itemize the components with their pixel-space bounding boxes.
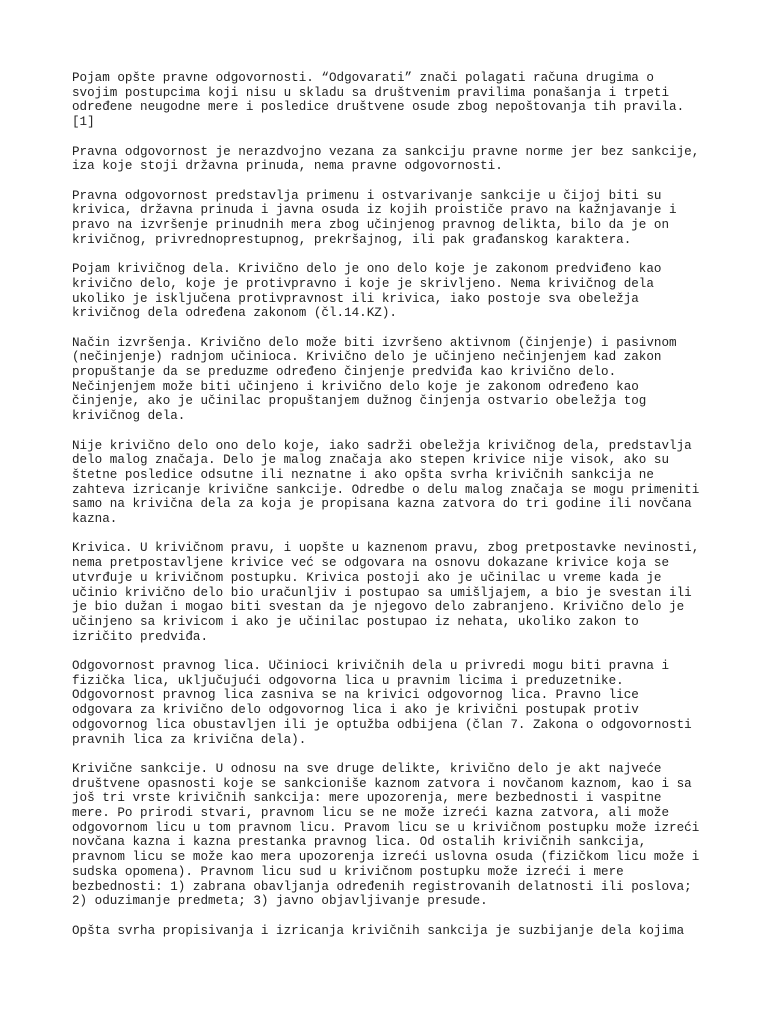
document-body xyxy=(72,71,712,953)
paragraph-criminal-sanctions: Krivične sankcije. U odnosu na sve druge delikte, krivično delo je akt najveće društvene opasnosti koje se sankcioniše kaznom zatvora i novčanom kaznom, kao i sa još tri vrste krivičnih sankcija: mere upozorenja, mere bezbednosti i vaspitne mere. Po prirodi stvari, pravnom licu se ne može izreći kazna zatvora, ali može odgovornom licu u tom pravnom licu. Pravom licu se u krivičnom postupku može izreći novčana kazna i kazna prestanka pravnog lica. Od ostalih krivičnih sankcija, pravnom licu se može kao mera upozorenja izreći uslovna osuda (fizičkom licu može i sudska opomena). Pravnom licu sud u krivičnom postupku može izreći i mere bezbednosti: 1) zabrana obavljanja određenih registrovanih delatnosti ili poslova; 2) oduzimanje predmeta; 3) javno objavljivanje presude. xyxy=(72,761,700,909)
paragraph-legal-liability-application: Pravna odgovornost predstavlja primenu i ostvarivanje sankcije u čijoj biti su krivica, državna prinuda i javna osuda iz kojih proističe pravo na kažnjavanje i pravo na izvršenje prinudnih mera zbog učinjenog pravnog delikta, bilo da je on krivičnog, privrednoprestupnog, prekršajnog, ili pak građanskog karaktera. xyxy=(72,188,677,247)
paragraph-legal-entity-liability: Odgovornost pravnog lica. Učinioci krivičnih dela u privredi mogu biti pravna i fizička lica, uključujući odgovorna lica u pravnim licima i preduzetnike. Odgovornost pravnog lica zasniva se na krivici odgovornog lica. Pravno lice odgovara za krivično delo odgovornog lica i ako je krivični postupak protiv odgovornog lica obustavljen ili je optužba odbijena (član 7. Zakona o odgovornosti pravnih lica za krivična dela). xyxy=(72,659,692,747)
paragraph-purpose-of-sanctions: Opšta svrha propisivanja i izricanja krivičnih sankcija je suzbijanje dela kojima xyxy=(72,923,685,938)
paragraph-legal-liability-sanction: Pravna odgovornost je nerazdvojno vezana za sankciju pravne norme jer bez sankcije, iza koje stoji državna prinuda, nema pravne odgovornosti. xyxy=(72,144,700,174)
paragraph-minor-significance: Nije krivično delo ono delo koje, iako sadrži obeležja krivičnog dela, predstavlja delo malog značaja. Delo je malog značaja ako stepen krivice nije visok, ako su štetne posledice odsutne ili neznatne i ako opšta svrha krivičnih sankcija ne zahteva izricanje krivične sankcije. Odredbe o delu malog značaja se mogu primeniti samo na krivična dela za koja je propisana kazna zatvora do tri godine ili novčana kazna. xyxy=(72,438,700,527)
paragraph-general-legal-liability: Pojam opšte pravne odgovornosti. “Odgovarati” znači polagati računa drugima o svojim postupcima koji nisu u skladu sa društvenim pravilima ponašanja i trpeti određene neugodne mere i posledice društvene osude zbog nepoštovanja tih pravila. [1] xyxy=(72,71,685,130)
paragraph-method-of-commission: Način izvršenja. Krivično delo može biti izvršeno aktivnom (činjenje) i pasivnom (nečinjenje) radnjom učinioca. Krivično delo je učinjeno nečinjenjem kad zakon propuštanje da se preduzme određeno činjenje predviđa kao krivično delo. Nečinjenjem može biti učinjeno i krivično delo koje je zakonom određeno kao činjenje, ako je učinilac propuštanjem dužnog činjenja ostvario obeležja tog krivičnog dela. xyxy=(72,335,677,424)
paragraph-criminal-offense-concept: Pojam krivičnog dela. Krivično delo je ono delo koje je zakonom predviđeno kao krivično delo, koje je protivpravno i koje je skrivljeno. Nema krivičnog dela ukoliko je isključena protivpravnost ili krivica, iako postoje sva obeležja krivičnog dela određena zakonom (čl.14.KZ). xyxy=(72,262,662,321)
paragraph-guilt: Krivica. U krivičnom pravu, i uopšte u kaznenom pravu, zbog pretpostavke nevinosti, nema pretpostavljene krivice već se odgovara na osnovu dokazane krivice koja se utvrđuje u krivičnom postupku. Krivica postoji ako je učinilac u vreme kada je učinio krivično delo bio uračunljiv i postupao sa umišljajem, a bio je svestan ili je bio dužan i mogao biti svestan da je njegovo delo zabranjeno. Krivično delo je učinjeno sa krivicom i ako je učinilac postupao iz nehata, ukoliko zakon to izričito predviđa. xyxy=(72,541,700,644)
